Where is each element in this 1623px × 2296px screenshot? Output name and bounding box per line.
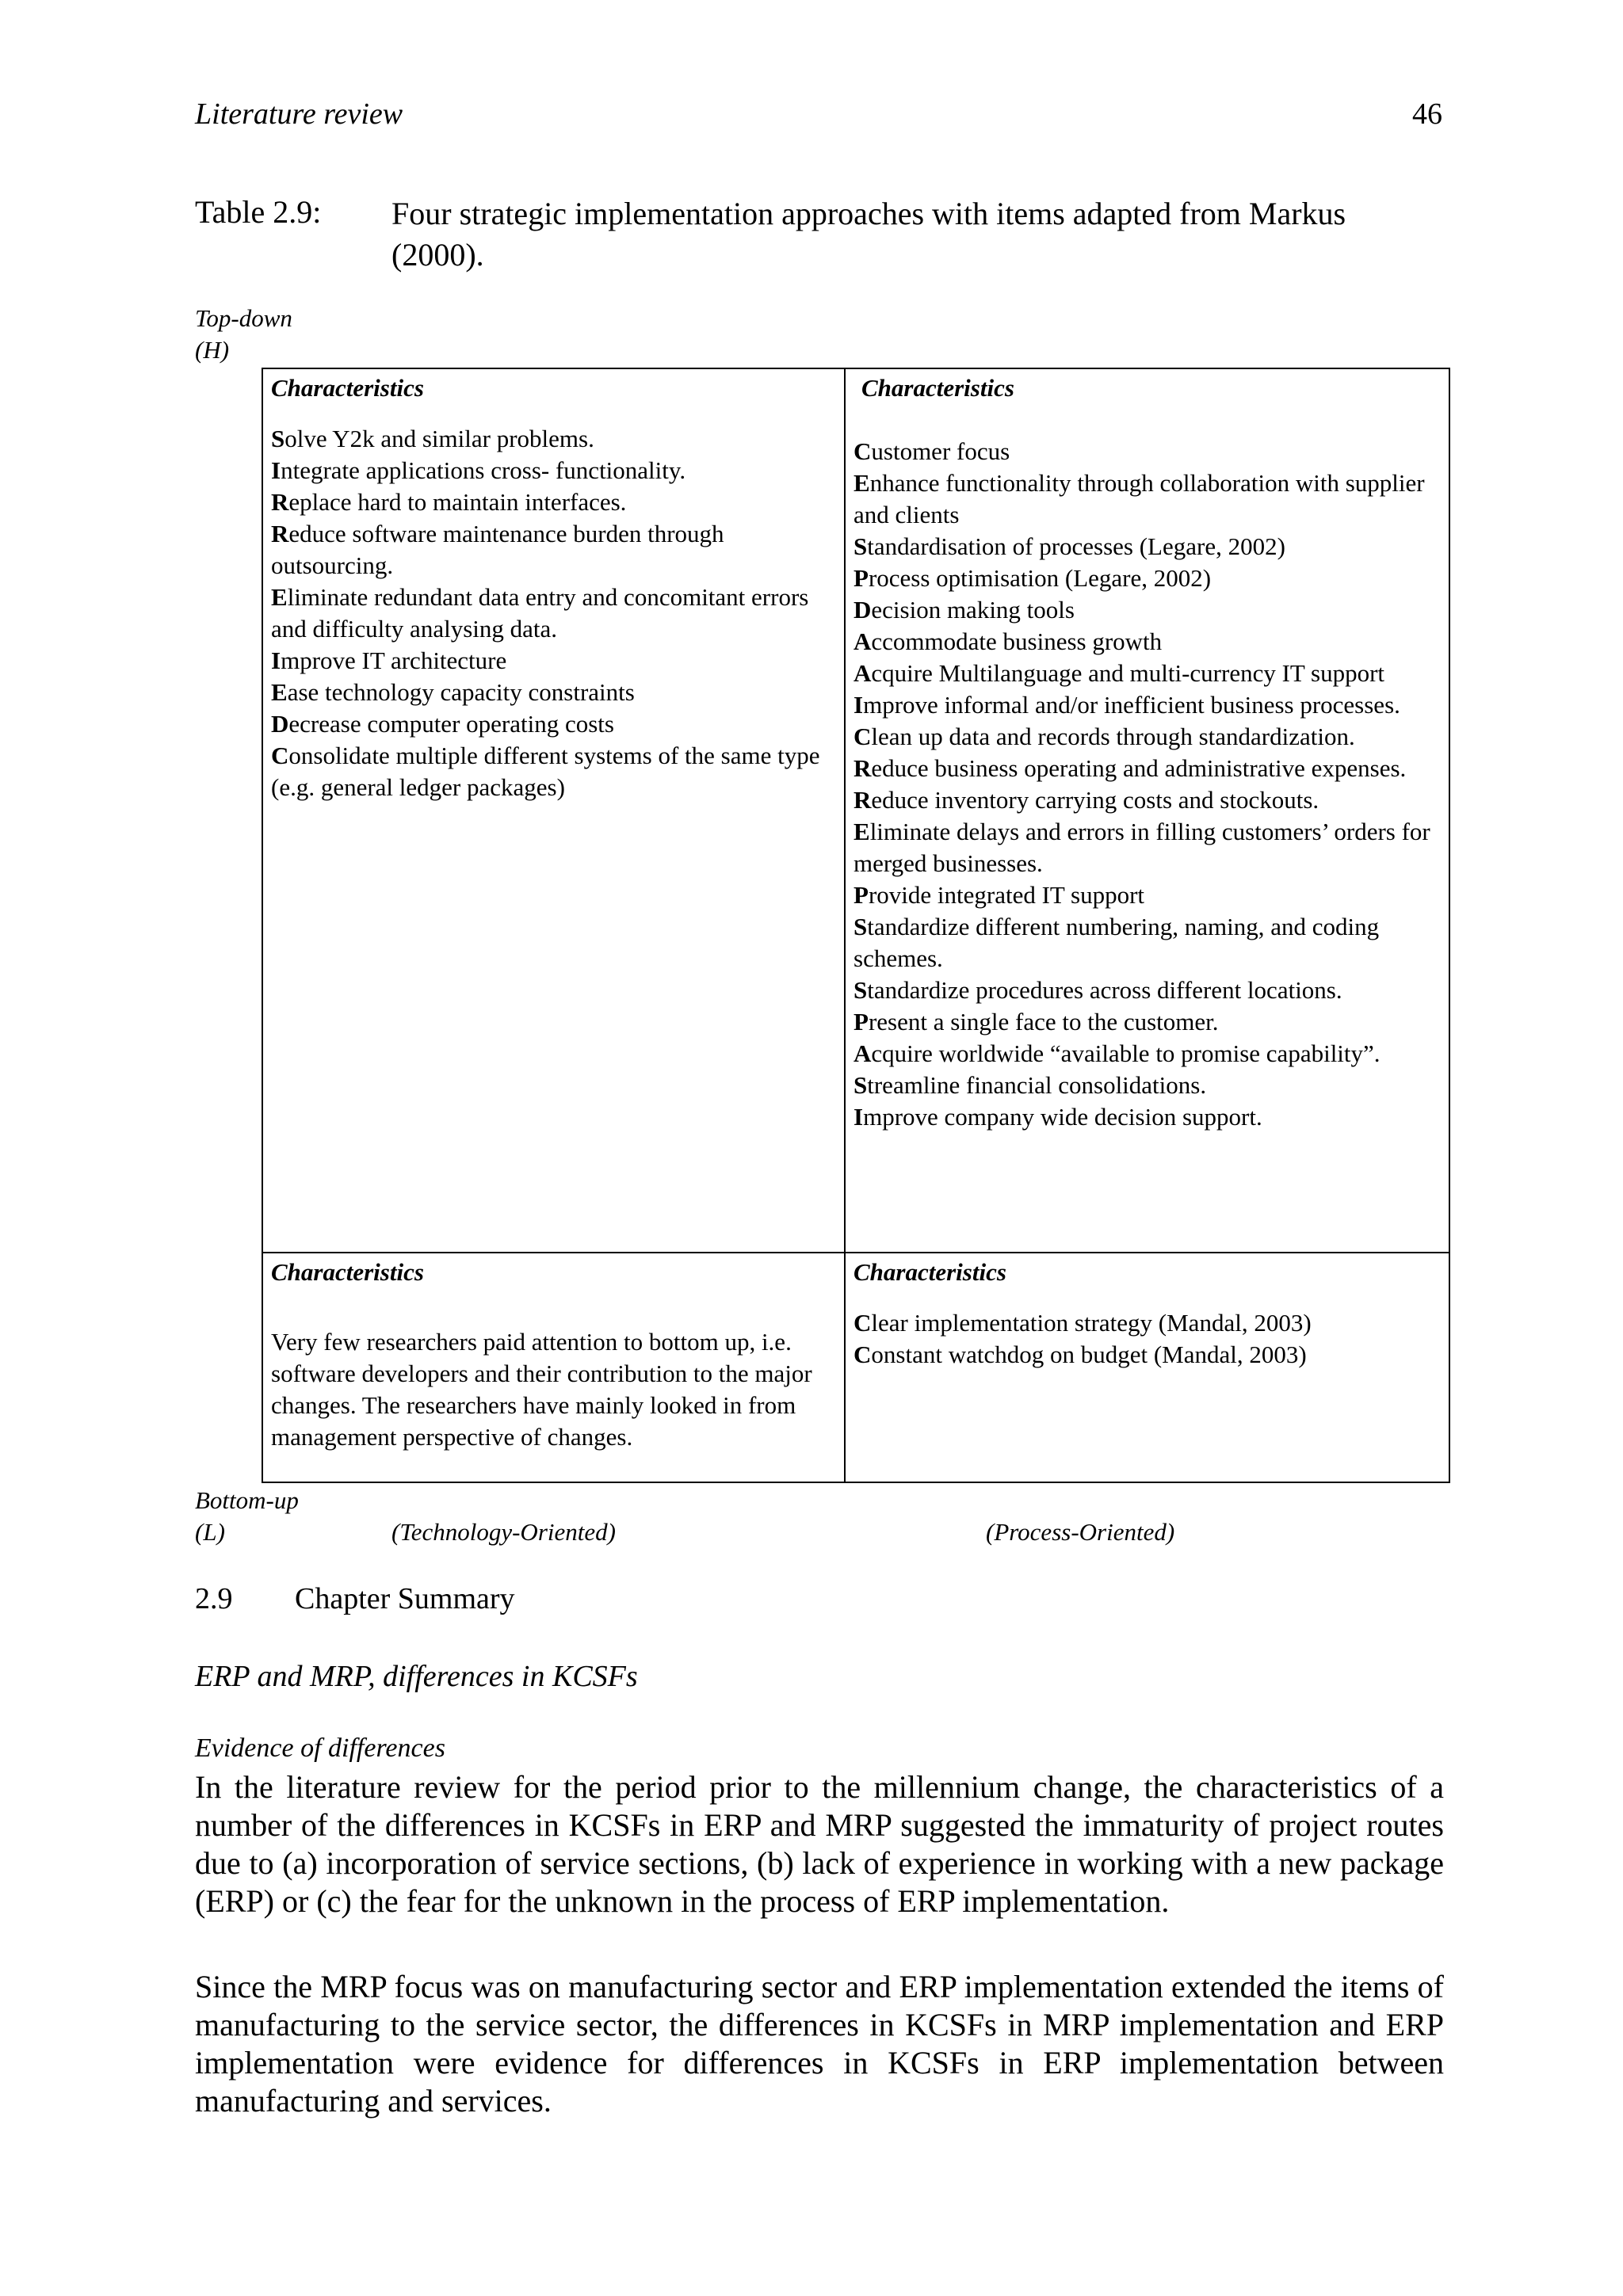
list-item <box>854 1006 1441 1038</box>
item-initial: C <box>854 437 872 465</box>
subheading: ERP and MRP, differences in KCSFs <box>195 1660 638 1693</box>
approaches-matrix <box>262 368 1450 1483</box>
item-text: nhance functionality through collaboration with supplier and clients <box>854 469 1425 528</box>
list-item <box>271 455 836 486</box>
list-item <box>854 626 1441 658</box>
running-header: Literature review <box>195 97 403 131</box>
list-item <box>271 582 836 645</box>
table-caption-label: Table 2.9: <box>195 194 322 230</box>
quadrant-top-right <box>845 368 1449 1253</box>
item-initial: R <box>854 754 872 782</box>
list-item <box>854 784 1441 816</box>
item-initial: I <box>271 456 281 484</box>
axis-bottom-level: (L) <box>195 1518 225 1546</box>
minor-heading: Evidence of differences <box>195 1733 445 1763</box>
item-initial: E <box>271 678 288 706</box>
item-text: ntegrate applications cross- functionality. <box>281 456 686 484</box>
item-initial: E <box>854 818 870 845</box>
list-item <box>854 1070 1441 1101</box>
list-item <box>854 1339 1441 1371</box>
item-initial: R <box>271 520 289 547</box>
list-item <box>854 816 1441 879</box>
item-initial: D <box>854 596 872 624</box>
item-initial: S <box>854 532 868 560</box>
item-initial: P <box>854 881 869 909</box>
quadrant-title: Characteristics <box>271 1258 424 1286</box>
list-item <box>271 645 836 677</box>
item-text: resent a single face to the customer. <box>868 1008 1219 1035</box>
list-item <box>854 1101 1441 1133</box>
item-text: ase technology capacity constraints <box>287 678 635 706</box>
item-text: tandardisation of processes (Legare, 2002) <box>867 532 1285 560</box>
item-text: rocess optimisation (Legare, 2002) <box>868 564 1212 592</box>
item-text: educe software maintenance burden through outsourcing. <box>271 520 724 579</box>
section-number: 2.9 <box>195 1582 233 1615</box>
item-initial: P <box>854 564 869 592</box>
item-initial: C <box>271 742 289 769</box>
item-initial: I <box>854 691 864 719</box>
item-text: tandardize procedures across different locations. <box>867 976 1342 1004</box>
quadrant-top-left <box>262 368 845 1253</box>
list-item <box>854 879 1441 911</box>
list-item <box>854 658 1441 689</box>
item-initial: A <box>854 1039 872 1067</box>
page-number: 46 <box>1412 97 1442 131</box>
list-item <box>854 911 1441 974</box>
item-initial: C <box>854 723 872 750</box>
quadrant-text: Very few researchers paid attention to bottom up, i.e. software developers and their contribution to the major changes. The researchers have mainly looked in from management perspective of changes. <box>271 1328 812 1451</box>
quadrant-bottom-right <box>845 1253 1449 1482</box>
item-text: cquire Multilanguage and multi-currency IT support <box>871 659 1385 687</box>
item-text: educe business operating and administrative expenses. <box>871 754 1407 782</box>
item-text: lean up data and records through standardization. <box>871 723 1355 750</box>
item-text: tandardize different numbering, naming, and coding schemes. <box>854 913 1380 972</box>
item-text: onsolidate multiple different systems of the same type (e.g. general ledger packages) <box>271 742 820 801</box>
list-item <box>854 436 1441 467</box>
item-initial: C <box>854 1341 872 1368</box>
section-heading <box>195 1581 515 1616</box>
axis-bottom-label: Bottom-up <box>195 1486 299 1514</box>
list-item <box>271 677 836 708</box>
list-item <box>854 753 1441 784</box>
list-item <box>854 531 1441 563</box>
axis-top-level: (H) <box>195 336 230 364</box>
item-text: lear implementation strategy (Mandal, 2003) <box>871 1309 1312 1337</box>
item-list <box>271 423 836 803</box>
list-item <box>854 467 1441 531</box>
item-text: ecrease computer operating costs <box>288 710 614 738</box>
item-initial: S <box>854 1071 868 1099</box>
item-text: ustomer focus <box>871 437 1010 465</box>
item-initial: R <box>271 488 289 516</box>
item-text: ecision making tools <box>871 596 1075 624</box>
item-text: educe inventory carrying costs and stockouts. <box>871 786 1319 814</box>
list-item <box>271 486 836 518</box>
item-initial: E <box>271 583 288 611</box>
list-item <box>271 708 836 740</box>
item-initial: D <box>271 710 289 738</box>
list-item <box>854 689 1441 721</box>
item-list <box>854 436 1441 1133</box>
item-text: treamline financial consolidations. <box>867 1071 1207 1099</box>
item-text: rovide integrated IT support <box>868 881 1145 909</box>
item-initial: S <box>854 976 868 1004</box>
paragraph: In the literature review for the period prior to the millennium change, the characteristics of a number of the differences in KCSFs in ERP and MRP suggested the immaturity of project routes due to (a) incorporation of service sections, (b) lack of experience in working with a new package (ERP) or (c) the fear for the unknown in the process of ERP implementation. <box>195 1769 1444 1919</box>
item-initial: S <box>271 425 285 452</box>
item-initial: A <box>854 659 872 687</box>
list-item <box>854 721 1441 753</box>
axis-top-label: Top-down <box>195 304 292 332</box>
item-text: eplace hard to maintain interfaces. <box>288 488 627 516</box>
item-initial: I <box>854 1103 864 1131</box>
list-item <box>271 423 836 455</box>
axis-process-oriented: (Process-Oriented) <box>986 1518 1175 1546</box>
list-item <box>854 1307 1441 1339</box>
item-text: mprove company wide decision support. <box>863 1103 1262 1131</box>
paragraph: Since the MRP focus was on manufacturing sector and ERP implementation extended the items of manufacturing to the service sector, the differences in KCSFs in MRP implementation and ERP implementation were evidence for differences in KCSFs in ERP implementation between manufacturing and services. <box>195 1969 1444 2119</box>
item-text: liminate delays and errors in filling customers’ orders for merged businesses. <box>854 818 1430 877</box>
list-item <box>854 974 1441 1006</box>
item-text: olve Y2k and similar problems. <box>285 425 594 452</box>
item-initial: C <box>854 1309 872 1337</box>
item-text: cquire worldwide “available to promise capability”. <box>871 1039 1381 1067</box>
item-text: ccommodate business growth <box>871 627 1163 655</box>
item-initial: I <box>271 646 281 674</box>
quadrant-title: Characteristics <box>271 374 424 402</box>
axis-technology-oriented: (Technology-Oriented) <box>391 1518 616 1546</box>
item-initial: E <box>854 469 870 497</box>
item-initial: P <box>854 1008 869 1035</box>
item-text: onstant watchdog on budget (Mandal, 2003) <box>871 1341 1307 1368</box>
quadrant-title: Characteristics <box>854 1258 1006 1286</box>
item-text: liminate redundant data entry and concomitant errors and difficulty analysing data. <box>271 583 809 643</box>
section-title: Chapter Summary <box>295 1582 515 1615</box>
quadrant-title: Characteristics <box>861 374 1014 402</box>
table-caption-text: Four strategic implementation approaches with items adapted from Markus (2000). <box>391 196 1346 273</box>
quadrant-bottom-left <box>262 1253 845 1482</box>
item-initial: S <box>854 913 868 940</box>
list-item <box>854 1038 1441 1070</box>
item-list <box>854 1307 1441 1371</box>
item-text: mprove informal and/or inefficient business processes. <box>863 691 1400 719</box>
list-item <box>854 594 1441 626</box>
item-initial: A <box>854 627 872 655</box>
item-initial: R <box>854 786 872 814</box>
list-item <box>271 740 836 803</box>
item-text: mprove IT architecture <box>281 646 507 674</box>
list-item <box>271 518 836 582</box>
list-item <box>854 563 1441 594</box>
